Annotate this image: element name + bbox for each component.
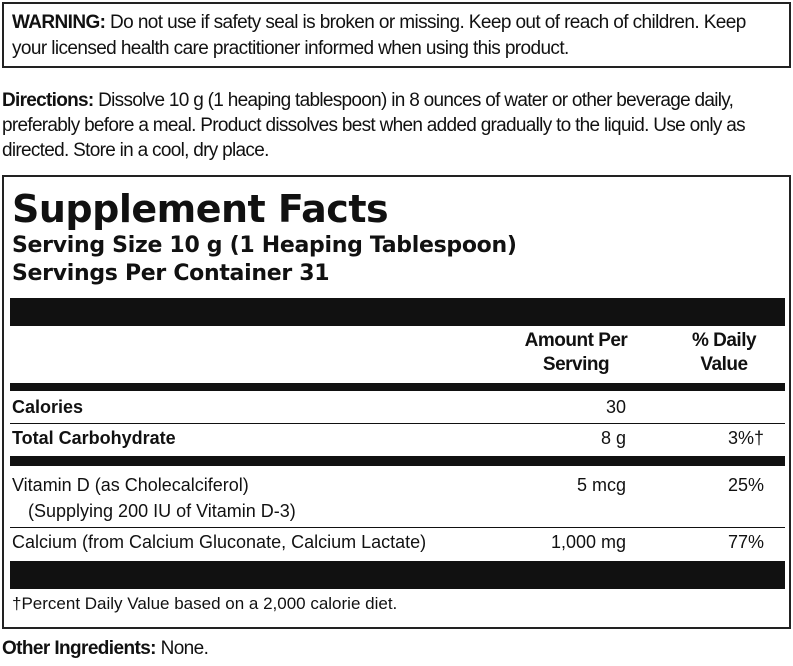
warning-label: WARNING: bbox=[12, 12, 106, 33]
nutrient-divider-bar bbox=[10, 456, 785, 466]
directions bbox=[2, 88, 791, 163]
calcium-label: Calcium (from Calcium Gluconate, Calcium Lactate) bbox=[12, 532, 427, 552]
warning-box bbox=[2, 2, 791, 68]
other-ingredients-text: None. bbox=[160, 638, 209, 659]
directions-label: Directions: bbox=[2, 90, 94, 111]
servings-per-container: Servings Per Container 31 bbox=[12, 261, 330, 286]
carbohydrate-label: Total Carbohydrate bbox=[12, 428, 176, 448]
header-divider-bar bbox=[10, 383, 785, 391]
row-divider bbox=[10, 527, 785, 528]
calcium-amount: 1,000 mg bbox=[550, 532, 626, 552]
supplement-facts-panel bbox=[2, 175, 791, 629]
vitamin-d-amount: 5 mcg bbox=[576, 475, 626, 495]
carbohydrate-amount: 8 g bbox=[600, 428, 626, 448]
calories-amount: 30 bbox=[605, 397, 626, 417]
warning-text: Do not use if safety seal is broken or missing. Keep out of reach of children. Keep your licensed health care practitioner informed when using this product. bbox=[12, 12, 746, 59]
facts-title: Supplement Facts bbox=[12, 187, 389, 231]
vitamin-d-sublabel: (Supplying 200 IU of Vitamin D-3) bbox=[28, 501, 296, 521]
carbohydrate-dv: 3%† bbox=[727, 428, 764, 448]
serving-size: Serving Size 10 g (1 Heaping Tablespoon) bbox=[12, 233, 517, 258]
top-thick-bar bbox=[10, 298, 785, 326]
footnote: †Percent Daily Value based on a 2,000 calorie diet. bbox=[12, 594, 398, 613]
vitamin-d-label: Vitamin D (as Cholecalciferol) bbox=[12, 475, 249, 495]
bottom-thick-bar bbox=[10, 561, 785, 589]
daily-value-header: % Daily Value bbox=[691, 330, 757, 375]
vitamin-d-dv: 25% bbox=[727, 475, 764, 495]
calories-label: Calories bbox=[12, 397, 84, 417]
amount-per-serving-header: Amount Per Serving bbox=[524, 330, 628, 375]
other-ingredients bbox=[2, 636, 208, 662]
other-ingredients-label: Other Ingredients: bbox=[2, 638, 156, 659]
calcium-dv: 77% bbox=[727, 532, 764, 552]
directions-text: Dissolve 10 g (1 heaping tablespoon) in 8 ounces of water or other beverage daily, preferably before a meal. Product dissolves best when added gradually to the liquid. Use only as directed. Store in a cool, dry place. bbox=[2, 90, 745, 161]
row-divider bbox=[10, 423, 785, 424]
